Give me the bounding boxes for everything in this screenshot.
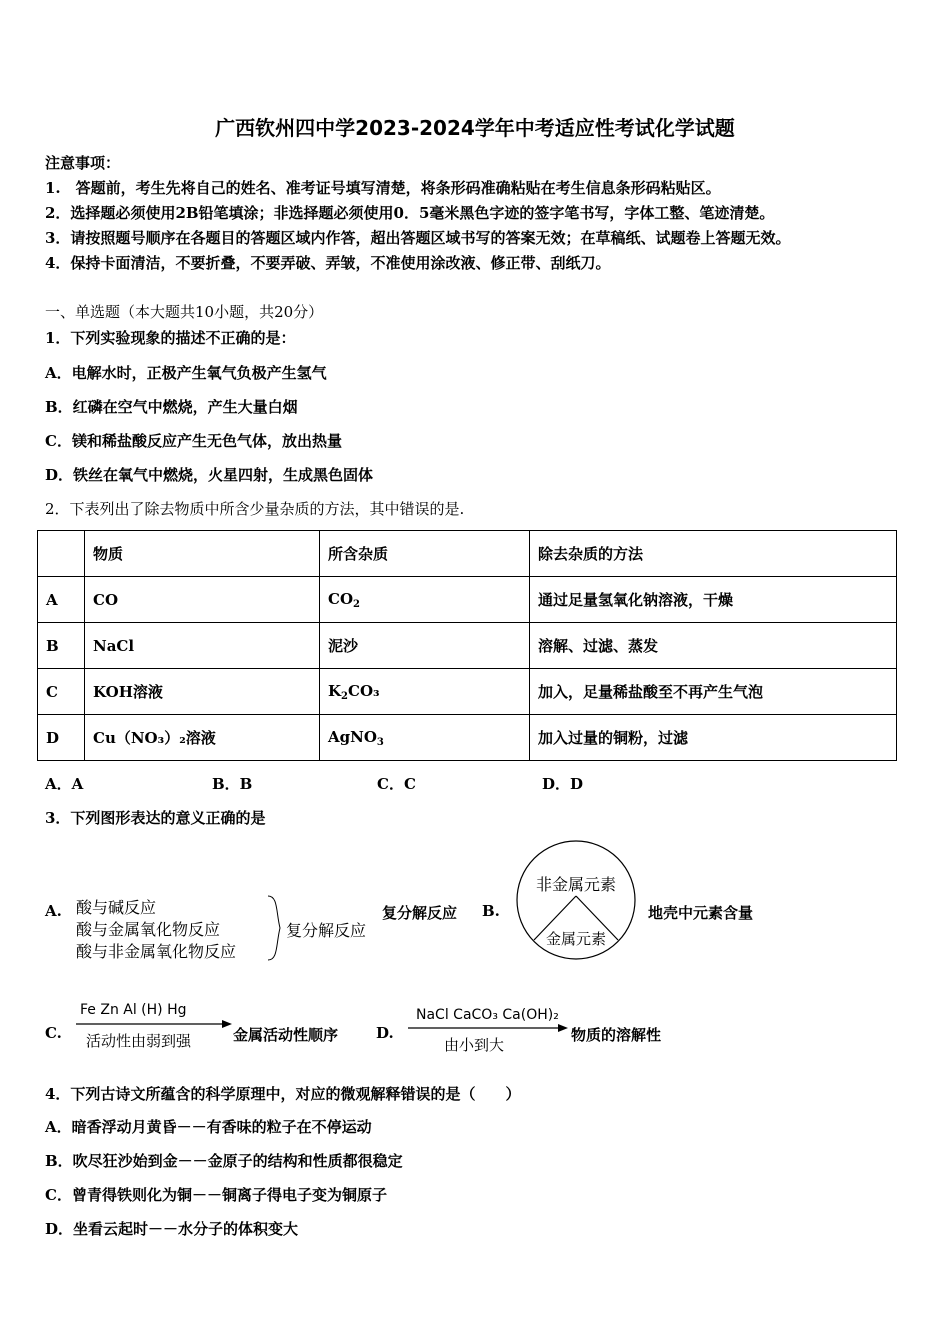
row-impurity: $CO_2$ [320, 577, 530, 623]
table-header-cell: 所含杂质 [320, 531, 530, 577]
row-label: D [38, 715, 85, 761]
a-line: 酸与碱反应 [76, 898, 157, 917]
table-header-cell: 除去杂质的方法 [530, 531, 897, 577]
table-row [38, 577, 897, 623]
q1-stem: 1．下列实验现象的描述不正确的是： [45, 329, 296, 347]
c-top: Fe Zn Al (H) Hg [80, 1002, 187, 1018]
q4-option-d: D．坐看云起时－－水分子的体积变大 [45, 1220, 299, 1238]
q3-stem: 3．下列图形表达的意义正确的是 [45, 809, 266, 827]
a-group: 复分解反应 [286, 921, 367, 940]
table-row [38, 669, 897, 715]
row-substance: KOH溶液 [85, 669, 320, 715]
row-label: C [38, 669, 85, 715]
q3-c-label: C. [45, 1024, 62, 1042]
q1-option-a: A．电解水时，正极产生氧气负极产生氢气 [45, 364, 327, 382]
activity-arrow-diagram [72, 996, 236, 1052]
notice-item: 3．请按照题号顺序在各题目的答题区域内作答，超出答题区域书写的答案无效；在草稿纸、试题卷上答题无效。 [45, 229, 791, 247]
q2-option-b: B．B [212, 775, 253, 793]
row-substance: NaCl [85, 623, 320, 669]
arrow-head-icon [558, 1024, 568, 1032]
q3-b-label: B. [482, 902, 500, 920]
notice-heading: 注意事项： [45, 154, 121, 172]
q4-option-a: A．暗香浮动月黄昏－－有香味的粒子在不停运动 [45, 1118, 372, 1136]
pie-label-metal: 金属元素 [545, 930, 607, 948]
arrow-head-icon [222, 1020, 232, 1028]
q3-d-label: D. [376, 1024, 394, 1042]
a-line: 酸与金属氧化物反应 [76, 920, 221, 939]
q2-option-d: D．D [542, 775, 584, 793]
q3-b-caption: 地壳中元素含量 [648, 904, 754, 922]
q2-option-c: C．C [377, 775, 416, 793]
row-method: 加入，足量稀盐酸至不再产生气泡 [530, 669, 897, 715]
q3-a-caption: 复分解反应 [382, 904, 458, 922]
row-label: A [38, 577, 85, 623]
notice-item: 1. 答题前，考生先将自己的姓名、准考证号填写清楚，将条形码准确粘贴在考生信息条形码粘贴区。 [45, 179, 721, 197]
solubility-arrow-diagram [404, 1000, 572, 1056]
q1-option-b: B．红磷在空气中燃烧，产生大量白烟 [45, 398, 298, 416]
row-impurity: AgNO$_3$ [320, 715, 530, 761]
q1-option-c: C．镁和稀盐酸反应产生无色气体，放出热量 [45, 432, 342, 450]
d-top: NaCl CaCO₃ Ca(OH)₂ [416, 1007, 559, 1023]
crust-element-pie [512, 838, 640, 962]
notice-item: 4．保持卡面清洁，不要折叠，不要弄破、弄皱，不准使用涂改液、修正带、刮纸刀。 [45, 254, 611, 272]
table-row [38, 623, 897, 669]
section-heading: 一、单选题（本大题共10小题，共20分） [45, 303, 324, 321]
c-bottom: 活动性由弱到强 [86, 1032, 192, 1050]
pie-label-nonmetal: 非金属元素 [535, 875, 617, 894]
d-bottom: 由小到大 [444, 1036, 505, 1054]
row-method: 通过足量氢氧化钠溶液，干燥 [530, 577, 897, 623]
table-header-cell [38, 531, 85, 577]
q1-option-d: D．铁丝在氧气中燃烧，火星四射，生成黑色固体 [45, 466, 374, 484]
q3-a-label: A. [45, 902, 62, 920]
brace-icon [268, 896, 280, 960]
q4-stem: 4．下列古诗文所蕴含的科学原理中，对应的微观解释错误的是（ ） [45, 1085, 521, 1103]
reaction-grouping-diagram [70, 890, 382, 970]
row-method: 加入过量的铜粉，过滤 [530, 715, 897, 761]
q2-stem: 2．下表列出了除去物质中所含少量杂质的方法，其中错误的是. [45, 500, 465, 518]
row-impurity: $K_2CO_3$ [320, 669, 530, 715]
row-impurity: 泥沙 [320, 623, 530, 669]
notice-item: 2．选择题必须使用2B铅笔填涂；非选择题必须使用0．5毫米黑色字迹的签字笔书写，字体工整、笔迹清楚。 [45, 204, 775, 222]
q4-option-b: B．吹尽狂沙始到金－－金原子的结构和性质都很稳定 [45, 1152, 403, 1170]
q3-c-caption: 金属活动性顺序 [233, 1026, 339, 1044]
page-title: 广西钦州四中学2023-2024学年中考适应性考试化学试题 [215, 116, 735, 140]
row-method: 溶解、过滤、蒸发 [530, 623, 897, 669]
row-substance: CO [85, 577, 320, 623]
a-line: 酸与非金属氧化物反应 [76, 942, 237, 961]
row-label: B [38, 623, 85, 669]
q3-d-caption: 物质的溶解性 [571, 1026, 662, 1044]
table-row [38, 715, 897, 761]
table-header-cell: 物质 [85, 531, 320, 577]
table-header-row [38, 531, 897, 577]
q2-option-a: A．A [45, 775, 84, 793]
q4-option-c: C．曾青得铁则化为铜－－铜离子得电子变为铜原子 [45, 1186, 387, 1204]
row-substance: Cu（NO₃）₂溶液 [85, 715, 320, 761]
impurity-table [37, 530, 897, 761]
